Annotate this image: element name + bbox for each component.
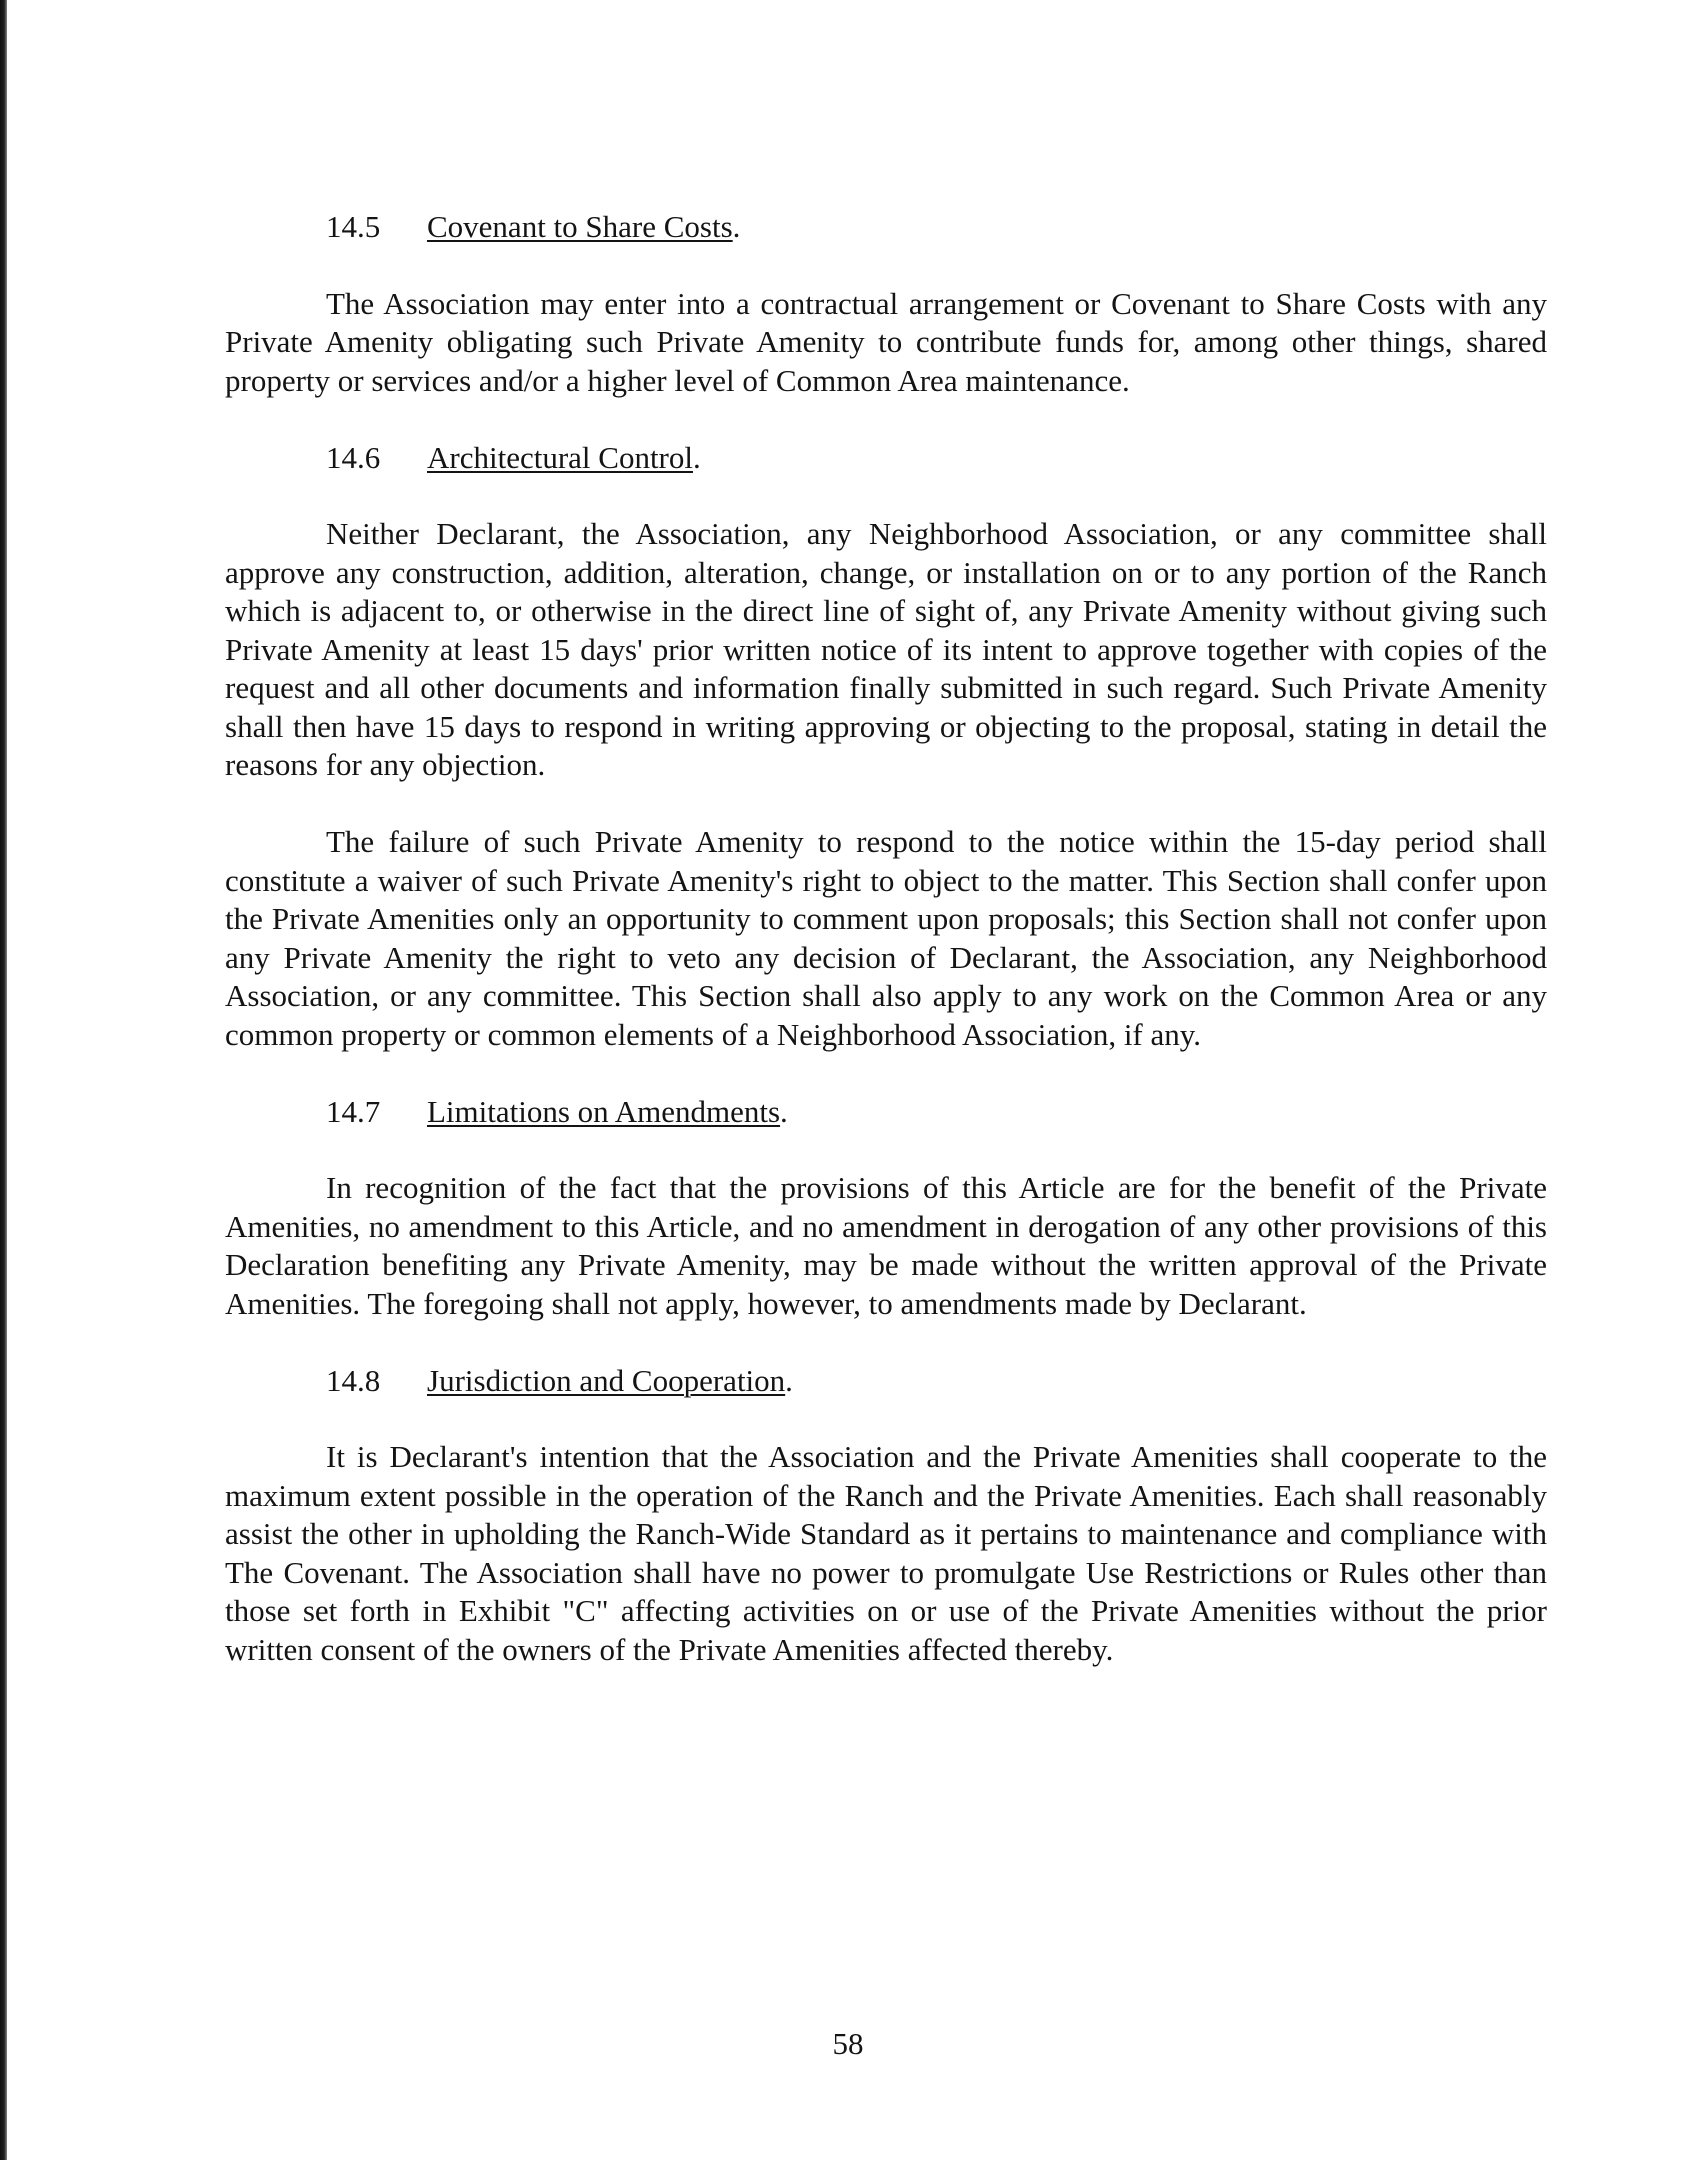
- section-heading-14-7: [225, 1093, 1547, 1132]
- paragraph: The Association may enter into a contractual arrangement or Covenant to Share Costs with any Private Amenity obligating such Private Amenity to contribute funds for, among other things, shared property or services and/or a higher level of Common Area maintenance.: [225, 285, 1547, 398]
- section-title: Covenant to Share Costs: [427, 209, 733, 244]
- section-heading-14-5: [225, 208, 1547, 247]
- section-title: Jurisdiction and Cooperation: [427, 1362, 786, 1398]
- paragraph: The failure of such Private Amenity to respond to the notice within the 15-day period shall constitute a waiver of such Private Amenity's right to object to the matter. This Section shall confer upon the Private Amenities only an opportunity to comment upon proposals; this Section shall not confer upon any Private Amenity the right to veto any decision of Declarant, the Association, any Neighborhood Association, or any committee. This Section shall also apply to any work on the Common Area or any common property or common elements of a Neighborhood Association, if any.: [225, 824, 1547, 1052]
- page-number: 58: [832, 2026, 864, 2061]
- scan-edge: [0, 0, 7, 2160]
- section-heading-14-6: [225, 439, 1547, 478]
- heading-period: .: [780, 1093, 788, 1129]
- heading-period: .: [693, 439, 701, 475]
- section-number: 14.8: [326, 1362, 381, 1398]
- section-title: Architectural Control: [427, 439, 693, 475]
- section-number: 14.6: [326, 439, 381, 475]
- heading-period: .: [785, 1362, 793, 1398]
- section-number: 14.5: [326, 209, 381, 244]
- section-heading-14-8: [225, 1362, 1547, 1401]
- section-number: 14.7: [326, 1093, 381, 1129]
- paragraph: It is Declarant's intention that the Association and the Private Amenities shall cooperate to the maximum extent possible in the operation of the Ranch and the Private Amenities. Each shall reasonably assist the other in upholding the Ranch-Wide Standard as it pertains to maintenance and compliance with The Covenant. The Association shall have no power to promulgate Use Restrictions or Rules other than those set forth in Exhibit "C" affecting activities on or use of the Private Amenities without the prior written consent of the owners of the Private Amenities affected thereby.: [225, 1439, 1547, 1667]
- paragraph: In recognition of the fact that the provisions of this Article are for the benefit of the Private Amenities, no amendment to this Article, and no amendment in derogation of any other provisions of this Declaration benefiting any Private Amenity, may be made without the written approval of the Private Amenities. The foregoing shall not apply, however, to amendments made by Declarant.: [225, 1170, 1547, 1321]
- paragraph: Neither Declarant, the Association, any Neighborhood Association, or any committee shall approve any construction, addition, alteration, change, or installation on or to any portion of the Ranch which is adjacent to, or otherwise in the direct line of sight of, any Private Amenity without giving such Private Amenity at least 15 days' prior written notice of its intent to approve together with copies of the request and all other documents and information finally submitted in such regard. Such Private Amenity shall then have 15 days to respond in writing approving or objecting to the proposal, stating in detail the reasons for any objection.: [225, 516, 1547, 782]
- heading-period: .: [732, 209, 741, 244]
- section-title: Limitations on Amendments: [427, 1093, 781, 1129]
- document-page: [225, 208, 1547, 1708]
